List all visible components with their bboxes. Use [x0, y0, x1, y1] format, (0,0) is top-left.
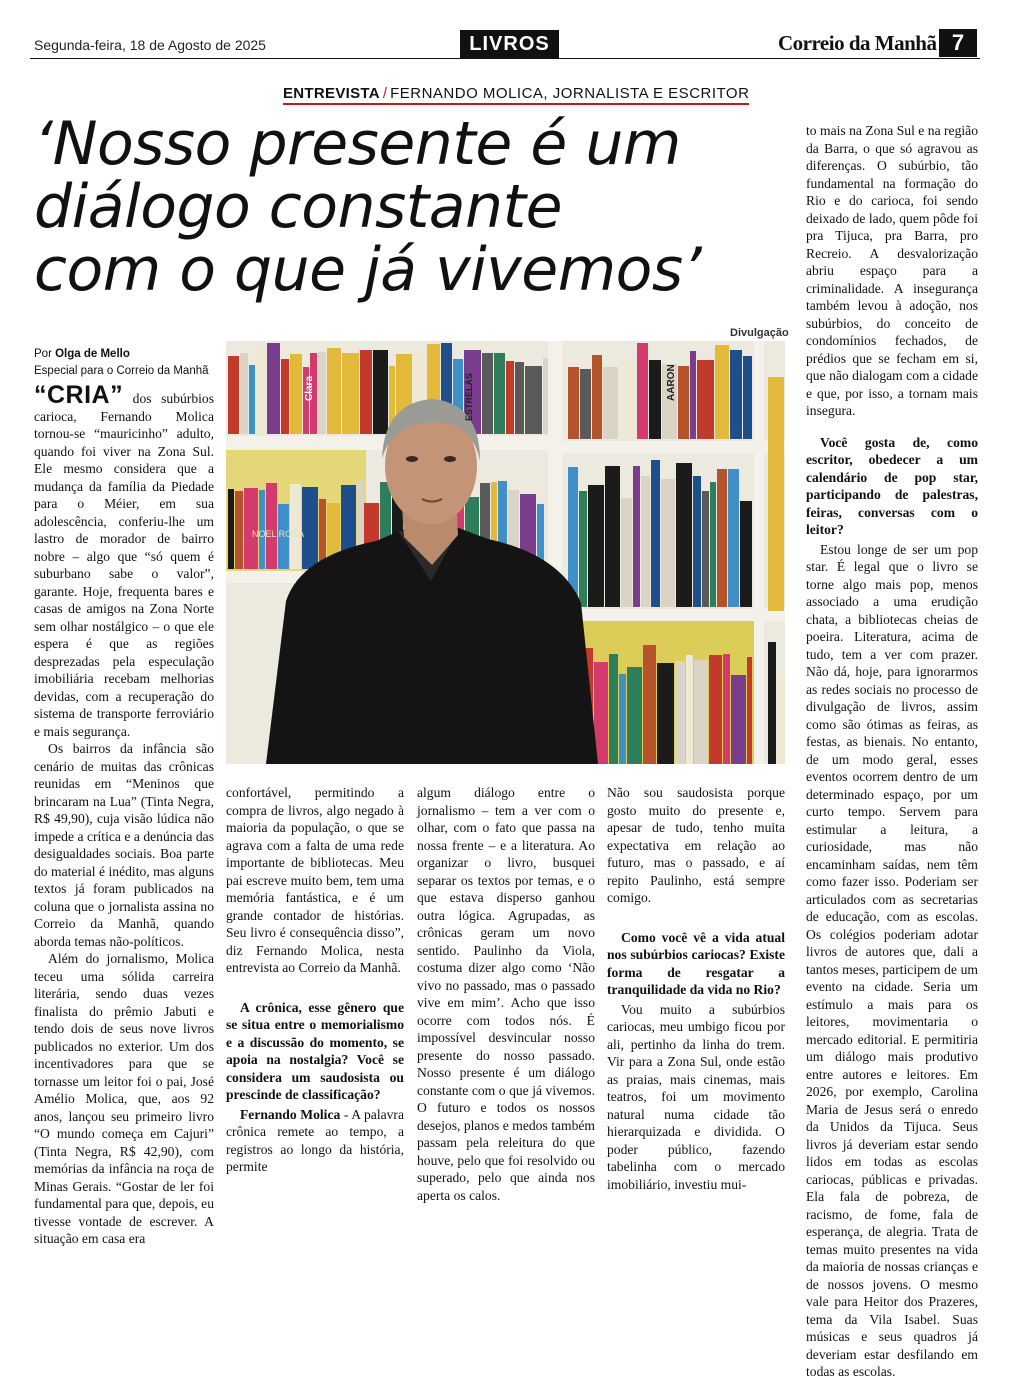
- answer-text: - A palavra crônica remete ao tempo, a registros ao longo da história, permite: [226, 1106, 404, 1174]
- book-spine: [743, 356, 752, 439]
- book-spine: [643, 645, 656, 764]
- book-spine: [494, 353, 505, 434]
- book-spine: [768, 377, 784, 611]
- book-spine: [281, 359, 289, 434]
- lead-paragraph: [34, 381, 214, 740]
- newspaper-name[interactable]: Correio da Manhã: [778, 31, 937, 55]
- book-spine: [579, 491, 587, 607]
- book-spine: [256, 348, 266, 434]
- interview-question: Como você vê a vida atual nos subúrbios cariocas? Existe forma de resgatar a tranquilidade da vida no Rio?: [607, 929, 785, 997]
- book-spine: [621, 498, 632, 607]
- book-spine: [694, 660, 708, 764]
- book-spine: [318, 352, 326, 434]
- book-spine: [715, 345, 729, 439]
- book-spine: [228, 489, 234, 569]
- book-spine: [730, 350, 742, 439]
- article-column-4: [607, 784, 785, 1193]
- book-spine: [723, 654, 730, 764]
- book-spine: [240, 353, 248, 434]
- book-spine: [603, 367, 618, 439]
- book-spine: [686, 655, 693, 764]
- paragraph: to mais na Zona Sul e na região da Barra, o que só agravou as diferenças. O subúrbio, tão fundamental na formação do Rio e do carioca, foi sendo deixado de lado, quem pôde foi pra Tijuca, pra Barra, pro Recreio. A desvalorização abriu espaço para a criminalidade. A insegurança também levou à adoção, nos subúrbios, do conceito de condomínios fechados, de prédios que se fecham em si, que não dialogam com a cidade e que, por isso, a tornam mais insegura.: [806, 123, 978, 418]
- article-column-5: [806, 122, 978, 1381]
- photo-credit: Divulgação: [730, 327, 789, 339]
- book-spine: [373, 350, 388, 434]
- book-spine: [302, 487, 318, 569]
- book-spine: [580, 369, 591, 439]
- book-spine: [605, 466, 620, 607]
- interview-answer: [226, 1106, 404, 1176]
- book-spine: [740, 501, 752, 607]
- book-spine: [651, 460, 660, 607]
- byline-role: Especial para o Correio da Manhã: [34, 365, 209, 377]
- book-spine: [676, 463, 692, 607]
- paragraph: algum diálogo entre o jornalismo – tem a ver com o olhar, com o fato que passa na nossa frente – e a literatura. Ao organizar o livro, busquei separar os textos por temas, e o que estava disperso ganhou outra lógica. Agrupadas, as crônicas geram um novo sentido. Paulinho da Viola, costuma dizer algo como ‘Não vivo no passado, mas o passado vive em mim’. Acho que isso ocorre com todos nós. É impossível desvincular nosso presente do nosso passado. Nosso presente é um diálogo constante com o que já vivemos. O futuro e todos os nossos desejos, planos e medos também passam pela releitura do que houve, pelo que foi resolvido ou superado, pelo que ainda nos aperta os calos.: [417, 785, 595, 1203]
- article-photo: [226, 341, 785, 764]
- paragraph: Estou longe de ser um pop star. É legal que o livro se torne algo mais pop, menos associado a uma erudição chata, a bibliotecas cheias de poeira. Literatura, acima de tudo, tem a ver com prazer. Não dá, hoje, para ignorarmos as redes sociais no processo de divulgação de livros, assim como são ótimas as feiras, as festas, as bienais. No entanto, de um modo geral, esses eventos ocorrem dentro de um determinado espaço, por um curto tempo. Servem para estimular a leitura, a curiosidade, mas não encaminham saídas, nem têm como fazer isso. Poderiam ser articulados com as secretarias de educação, com as escolas. Os colégios poderiam adotar livros de autores que, dali a tantos meses, participem de um evento na cidade. Seria um estímulo a mais para os leitores, movimentaria o mercado editorial. E permitiria um diálogo mais produtivo entre autores e leitores. Em 2026, por exemplo, Carolina Maria de Jesus será o enredo da Unidos da Tijuca. Seus livros já deveriam estar sendo lidos em todas as escolas cariocas, públicas e privadas. Ela fala de pobreza, de racismo, de fome, fala de esperança, de alegria. Trata de temas muito presentes na vida da maioria de nossas crianças e de nossos jovens. O mesmo vale para Heitor dos Prazeres, tema da Vila Isabel. Suas músicas e seus quadros já deveriam estar desfilando em todas as escolas.: [806, 541, 978, 1379]
- book-spine: [228, 356, 239, 434]
- book-spine: [661, 479, 675, 607]
- book-spine: [675, 661, 685, 764]
- byline-author: Olga de Mello: [55, 348, 130, 360]
- interview-question: Você gosta de, como escritor, obedecer a um calendário de pop star, participando de palestras, feiras, conversas com o leitor?: [806, 434, 978, 537]
- article-column-3: [417, 784, 595, 1204]
- paragraph: Os bairros da infância são cenário de muitas das crônicas reunidas em “Meninos que brincaram na Lua” (Tinta Negra, R$ 49,90), cuja visão lúdica não impede a crítica e a denúncia das desigualdades sociais. Boa parte do material é inédito, mas alguns textos já foram publicados na coluna que o jornalista assina no Correio da Manhã, quando aborda temas não-políticos.: [34, 741, 214, 949]
- book-spine: [525, 366, 542, 434]
- book-spine: [360, 350, 372, 434]
- byline-prefix: Por: [34, 348, 56, 360]
- bookshelf-portrait-image: [226, 341, 785, 764]
- book-spine: [249, 365, 255, 434]
- book-title-noel-rosa: NOEL ROSA: [252, 529, 305, 539]
- book-spine: [592, 355, 602, 439]
- book-spine: [693, 476, 701, 607]
- article-column-1: [34, 381, 214, 1248]
- book-spine: [657, 663, 674, 764]
- paragraph: Além do jornalismo, Molica teceu uma sólida carreira literária, sendo duas vezes finalista do prêmio Jabuti e tendo dois de seus nove livros publicados no exterior. Um dos incentivadores para que se tornasse um leitor foi o pai, José Amélio Molica, que, aos 92 anos, lançou seu primeiro livro “O mundo começa em Cajuri” (Tinta Negra, R$ 42,90), com memórias da infância na roça de Minas Gerais. “Gostar de ler foi fundamental para que, depois, eu tivesse vontade de escrever. A situação em casa era: [34, 951, 214, 1246]
- section-label[interactable]: LIVROS: [460, 30, 559, 59]
- headline: [34, 109, 794, 305]
- book-spine: [619, 674, 626, 764]
- book-spine: [235, 491, 243, 569]
- headline-line-3: com o que já vivemos’: [34, 235, 702, 305]
- article-column-2: [226, 784, 404, 1176]
- book-spine: [619, 359, 636, 439]
- book-spine: [290, 484, 301, 569]
- kicker-slash: /: [382, 85, 388, 102]
- book-spine: [709, 655, 722, 764]
- book-spine: [515, 362, 524, 434]
- book-spine: [649, 360, 661, 439]
- paragraph: Não sou saudosista porque gosto muito do presente e, apesar de tudo, tenho muita expectativa em relação ao futuro, mas o passado, e aí repito Paulinho, está sempre comigo.: [607, 785, 785, 905]
- book-spine: [641, 476, 650, 607]
- lead-text: dos subúrbios carioca, Fernando Molica tornou-se “mauricinho” adulto, quando foi viver na Zona Sul. Ele mesmo considera que a mudança da família da Piedade para o Méier, em sua adolescência, conferiu-lhe um lastro de morador de bairro nobre – algo que “só quem é suburbano sabe o valor”, garante. Hoje, frequenta bares e casas de amigos na Zona Norte sem olhar nostálgico – o que ele espera é que as regiões desprezadas pela especulação imobiliária recebam melhorias devidas, com a recuperação do sistema de transporte ferroviário e mais segurança.: [34, 391, 214, 739]
- answer-speaker: Fernando Molica: [240, 1106, 341, 1122]
- interview-question: A crônica, esse gênero que se situa entre o memorialismo e a discussão do momento, se apoia na nostalgia? Você se considera um saudosista ou prescinde de classificação?: [226, 999, 404, 1102]
- kicker-label: ENTREVISTA: [283, 85, 380, 102]
- book-spine: [717, 469, 727, 607]
- byline: [34, 346, 209, 380]
- book-spine: [710, 482, 716, 607]
- book-spine: [697, 360, 714, 439]
- book-spine: [266, 483, 277, 569]
- book-spine: [609, 654, 618, 764]
- drop-word: “CRIA”: [34, 381, 124, 409]
- book-spine: [637, 343, 648, 439]
- headline-line-2: diálogo constante: [34, 172, 563, 242]
- book-spine: [568, 367, 579, 439]
- book-spine: [327, 348, 341, 434]
- kicker: [283, 85, 749, 105]
- byline-author-line: [34, 346, 209, 363]
- book-spine: [777, 677, 785, 764]
- book-spine: [267, 343, 280, 434]
- book-spine: [633, 466, 640, 607]
- book-spine: [290, 354, 302, 434]
- issue-date: Segunda-feira, 18 de Agosto de 2025: [34, 37, 266, 53]
- book-spine: [731, 675, 746, 764]
- kicker-subject: FERNANDO MOLICA, JORNALISTA E ESCRITOR: [390, 85, 750, 102]
- paragraph: confortável, permitindo a compra de livros, algo negado à maioria da população, o que se agrava com a falta de uma rede importante de bibliotecas. Meu pai escreve muito bem, tem uma memória fantástica, e é um grande contador de histórias. Seu livro é consequência disso”, diz Fernando Molica, nesta entrevista ao Correio da Manhã.: [226, 785, 404, 975]
- book-spine: [768, 642, 776, 764]
- book-spine: [506, 361, 514, 434]
- book-spine: [588, 485, 604, 607]
- book-title-estrelas: ESTRELAS: [464, 372, 474, 421]
- book-spine: [747, 657, 752, 764]
- book-spine: [543, 358, 548, 434]
- book-spine: [728, 469, 739, 607]
- book-spine: [678, 366, 689, 439]
- book-spine: [702, 491, 709, 607]
- paragraph: Vou muito a subúrbios cariocas, meu umbigo ficou por ali, pertinho da linha do trem. Vir para a Zona Sul, onde estão as praias, mais cinemas, mais teatros, foi um movimento natural numa cidade tão hierarquizada e dividida. O poder público, fazendo tabelinha com o mercado imobiliário, investiu mui-: [607, 1001, 785, 1192]
- book-title-aaron: AARON: [666, 364, 677, 401]
- header-rule: [30, 58, 980, 59]
- book-spine: [342, 353, 359, 434]
- book-spine: [690, 351, 696, 439]
- page-number: 7: [939, 29, 977, 57]
- book-spine: [627, 667, 642, 764]
- book-spine: [482, 353, 493, 434]
- book-title-clara: Clara: [304, 375, 315, 401]
- headline-line-1: ‘Nosso presente é um: [34, 109, 681, 179]
